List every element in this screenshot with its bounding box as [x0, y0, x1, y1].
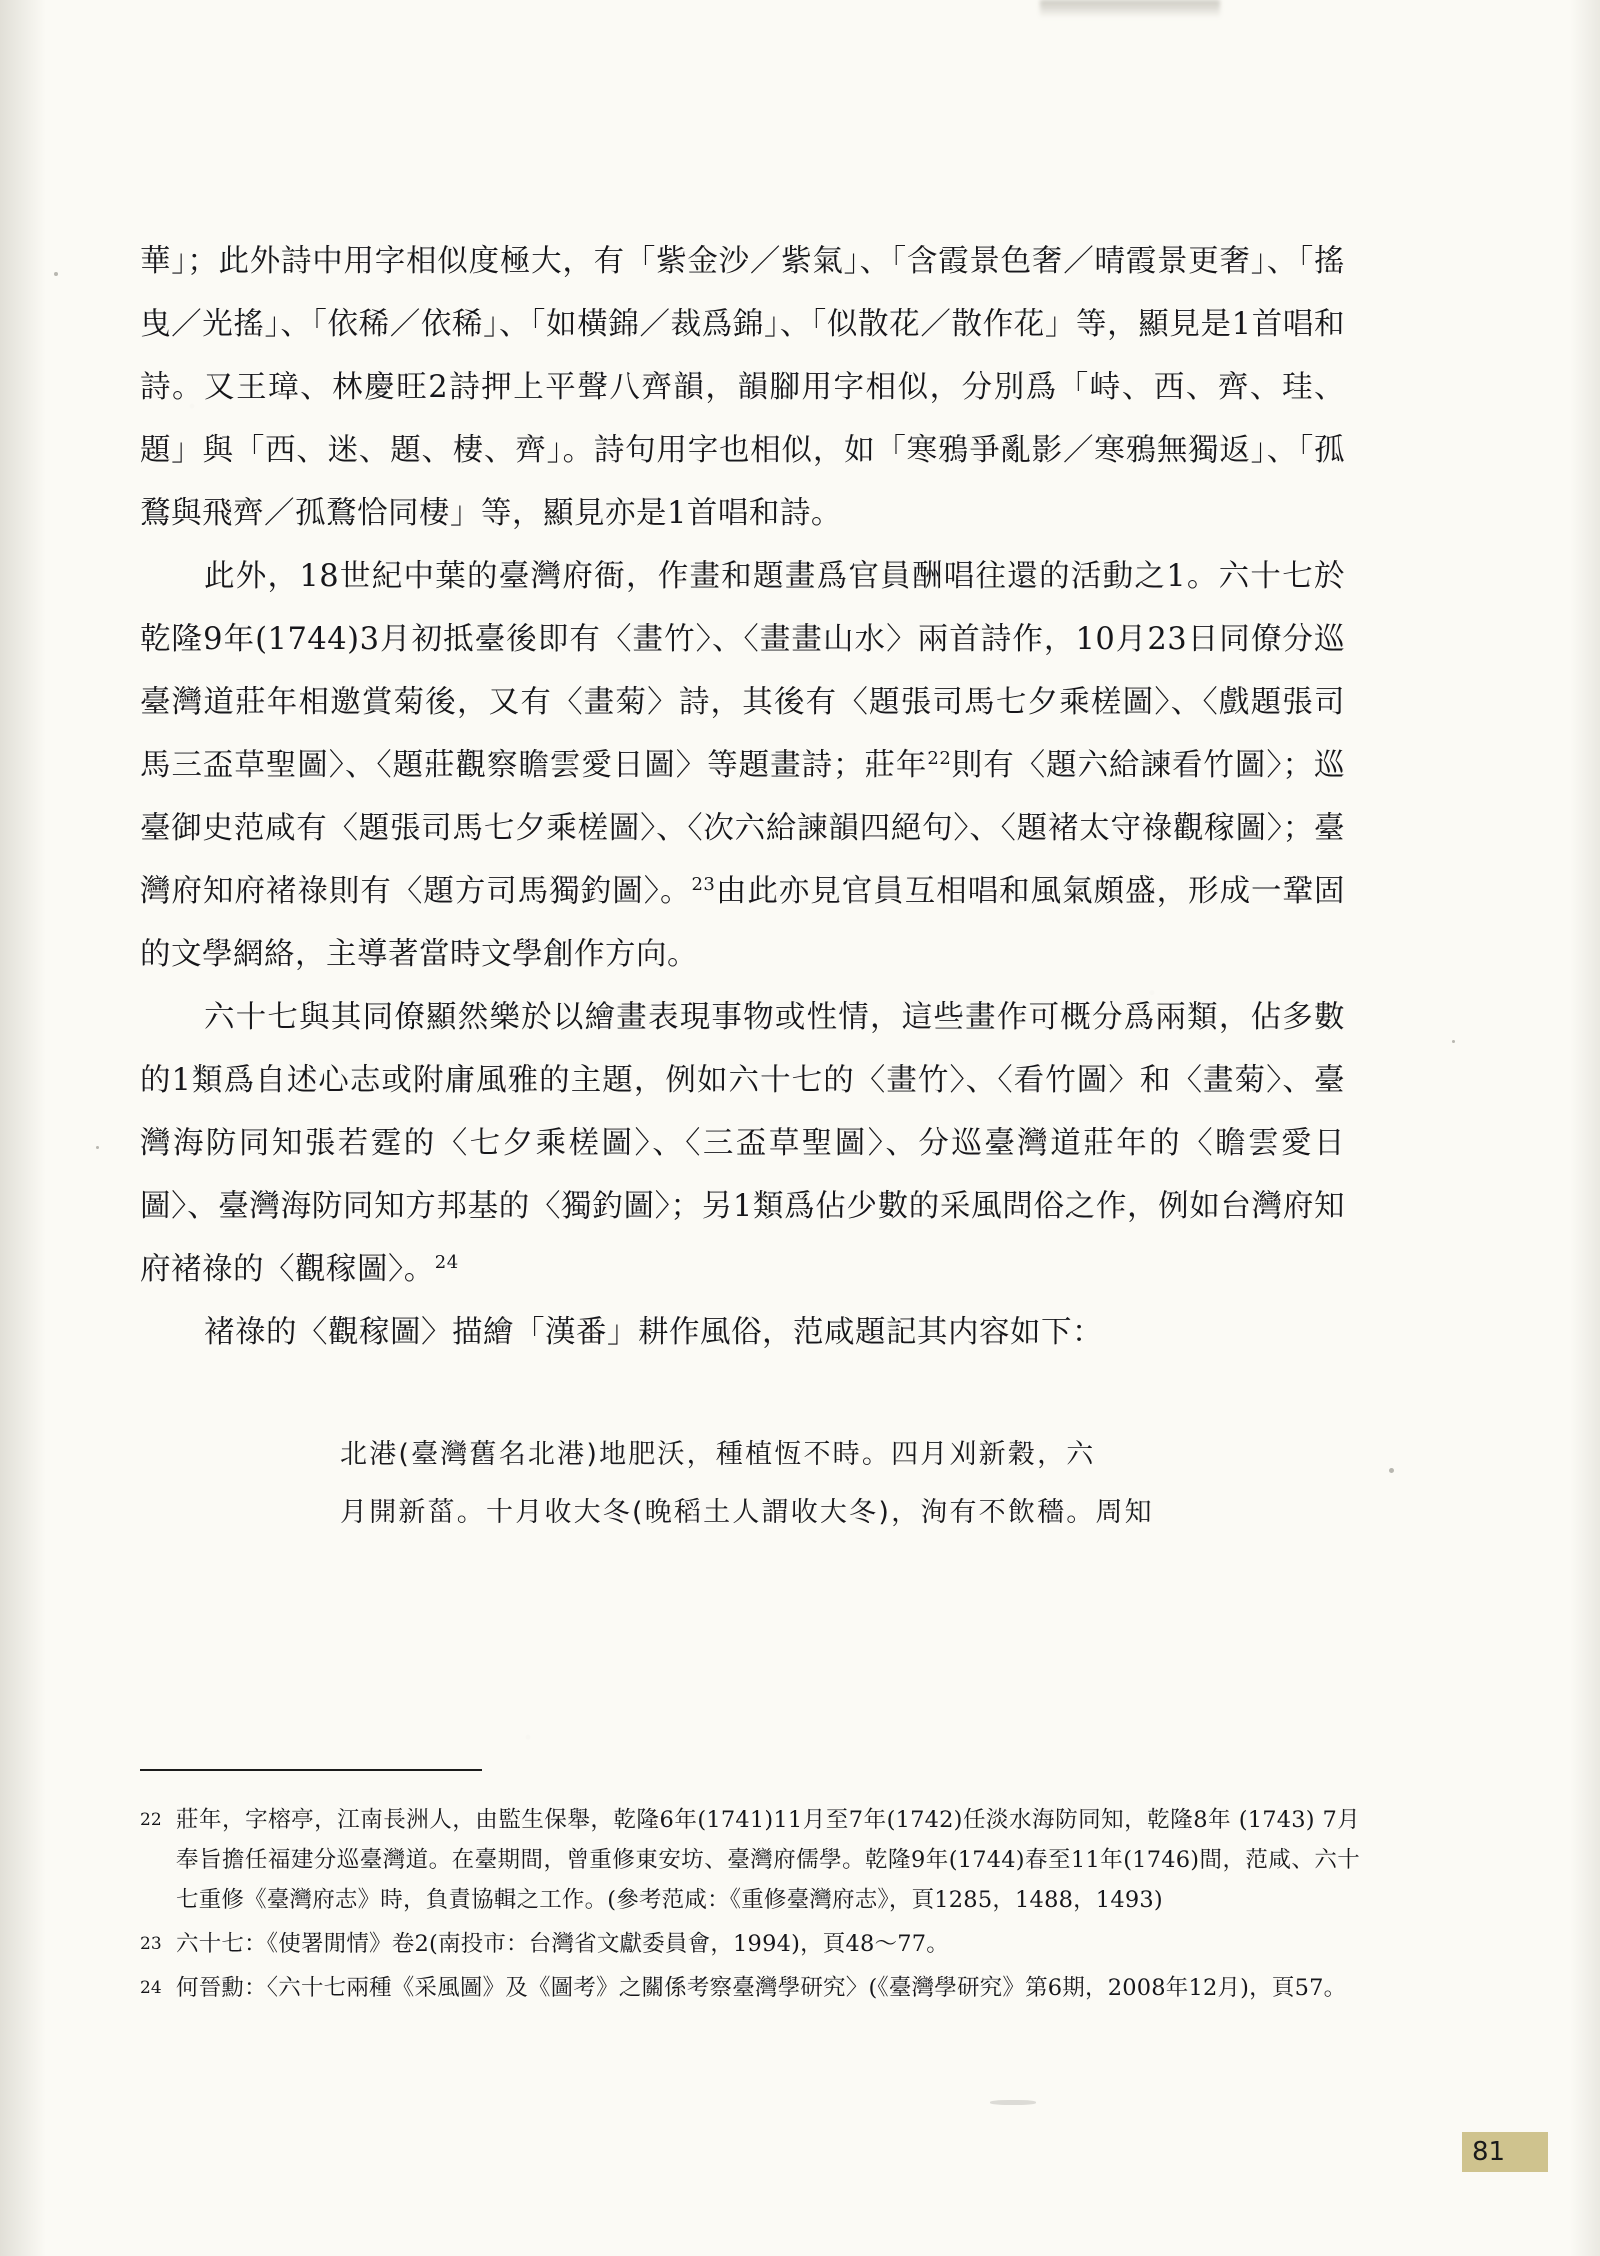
footnote-text: 莊年，字榕亭，江南長洲人，由監生保舉，乾隆6年(1741)11月至7年(1742)任淡水海防同知，乾隆8年 (1743) 7月奉旨擔任福建分巡臺灣道。在臺期間，曾重修東安坊、臺灣府儒學。乾隆9年(1744)春至11年(1746)間，范咸、六十七重修《臺灣府志》時，負責協輯之工作。(參考范咸：《重修臺灣府志》，頁1285，1488，1493): [176, 1807, 1360, 1913]
footnote-number: 24: [140, 1978, 162, 1998]
footnote-number: 23: [140, 1934, 162, 1954]
scan-speck: [54, 272, 58, 276]
footnote-marker-22: 22: [927, 747, 952, 769]
paragraph-2-part-b: 則有〈題六給諫看竹圖〉；巡臺御史范咸有〈題張司馬七夕乘槎圖〉、〈次六給諫韻四絕句〉、〈題褚太守祿觀稼圖〉；臺灣府知府褚祿則有〈題方司馬獨釣圖〉。: [140, 748, 1346, 909]
footnote-text: 何晉勳：〈六十七兩種《采風圖》及《圖考》之關係考察臺灣學研究〉(《臺灣學研究》第6期，2008年12月)，頁57。: [176, 1975, 1347, 2001]
paragraph-3: [140, 986, 1345, 1301]
scan-artifact-top: [1040, 0, 1220, 18]
footnote-marker-24: 24: [434, 1251, 459, 1273]
paragraph-3-text: 六十七與其同僚顯然樂於以繪畫表現事物或性情，這些畫作可概分爲兩類，佔多數的1類爲自述心志或附庸風雅的主題，例如六十七的〈畫竹〉、〈看竹圖〉和〈畫菊〉、臺灣海防同知張若霆的〈七夕乘槎圖〉、〈三盃草聖圖〉、分巡臺灣道莊年的〈瞻雲愛日圖〉、臺灣海防同知方邦基的〈獨釣圖〉；另1類爲佔少數的采風問俗之作，例如台灣府知府褚祿的〈觀稼圖〉。: [140, 1000, 1345, 1287]
footnote-separator: [140, 1769, 482, 1771]
footnote-marker-23: 23: [691, 873, 716, 895]
quote-line-2: 月開新菑。十月收大冬(晚稻土人謂收大冬)，洵有不飲穡。周知: [340, 1497, 1154, 1528]
scan-speck: [990, 2100, 1036, 2105]
quote-line-1: 北港(臺灣舊名北港)地肥沃，種植恆不時。四月刈新穀，六: [340, 1439, 1096, 1470]
scan-speck: [96, 1146, 99, 1149]
footnote-item: [140, 1924, 1360, 1964]
scan-speck: [1389, 1468, 1394, 1473]
paragraph-4: 褚祿的〈觀稼圖〉描繪「漢番」耕作風俗，范咸題記其内容如下：: [204, 1315, 1103, 1350]
page-number: 81: [1462, 2132, 1548, 2172]
footnote-item: [140, 1968, 1360, 2008]
footnote-number: 22: [140, 1810, 162, 1830]
footnotes-section: [140, 1800, 1360, 2012]
paragraph-2-part-c: 由此亦見官員互相唱和風氣頗盛，形成一鞏固的文學網絡，主導著當時文學創作方向。: [140, 874, 1346, 972]
footnote-item: [140, 1800, 1360, 1920]
scan-speck: [1452, 1040, 1455, 1043]
paragraph-1: 華」；此外詩中用字相似度極大，有「紫金沙／紫氣」、「含霞景色奢／晴霞景更奢」、「搖曳／光搖」、「依稀／依稀」、「如橫錦／裁爲錦」、「似散花／散作花」等，顯見是1首唱和詩。又王璋、林慶旺2詩押上平聲八齊韻，韻腳用字相似，分別爲「峙、西、齊、珪、題」與「西、迷、題、棲、齊」。詩句用字也相似，如「寒鴉爭亂影／寒鴉無獨返」、「孤鶩與飛齊／孤鶩恰同棲」等，顯見亦是1首唱和詩。: [140, 244, 1345, 531]
body-text-column: [140, 230, 1345, 1542]
paragraph-2: [140, 545, 1345, 986]
footnote-text: 六十七：《使署閒情》卷2(南投市：台灣省文獻委員會，1994)，頁48～77。: [176, 1931, 949, 1957]
block-quote: [140, 1426, 1345, 1542]
paragraph-2-part-a: 此外，18世紀中葉的臺灣府衙，作畫和題畫爲官員酬唱往還的活動之1。六十七於乾隆9年(1744)3月初抵臺後即有〈畫竹〉、〈畫畫山水〉兩首詩作，10月23日同僚分巡臺灣道莊年相邀賞菊後，又有〈畫菊〉詩，其後有〈題張司馬七夕乘槎圖〉、〈戲題張司馬三盃草聖圖〉、〈題莊觀察瞻雲愛日圖〉等題畫詩；莊年: [140, 559, 1345, 783]
